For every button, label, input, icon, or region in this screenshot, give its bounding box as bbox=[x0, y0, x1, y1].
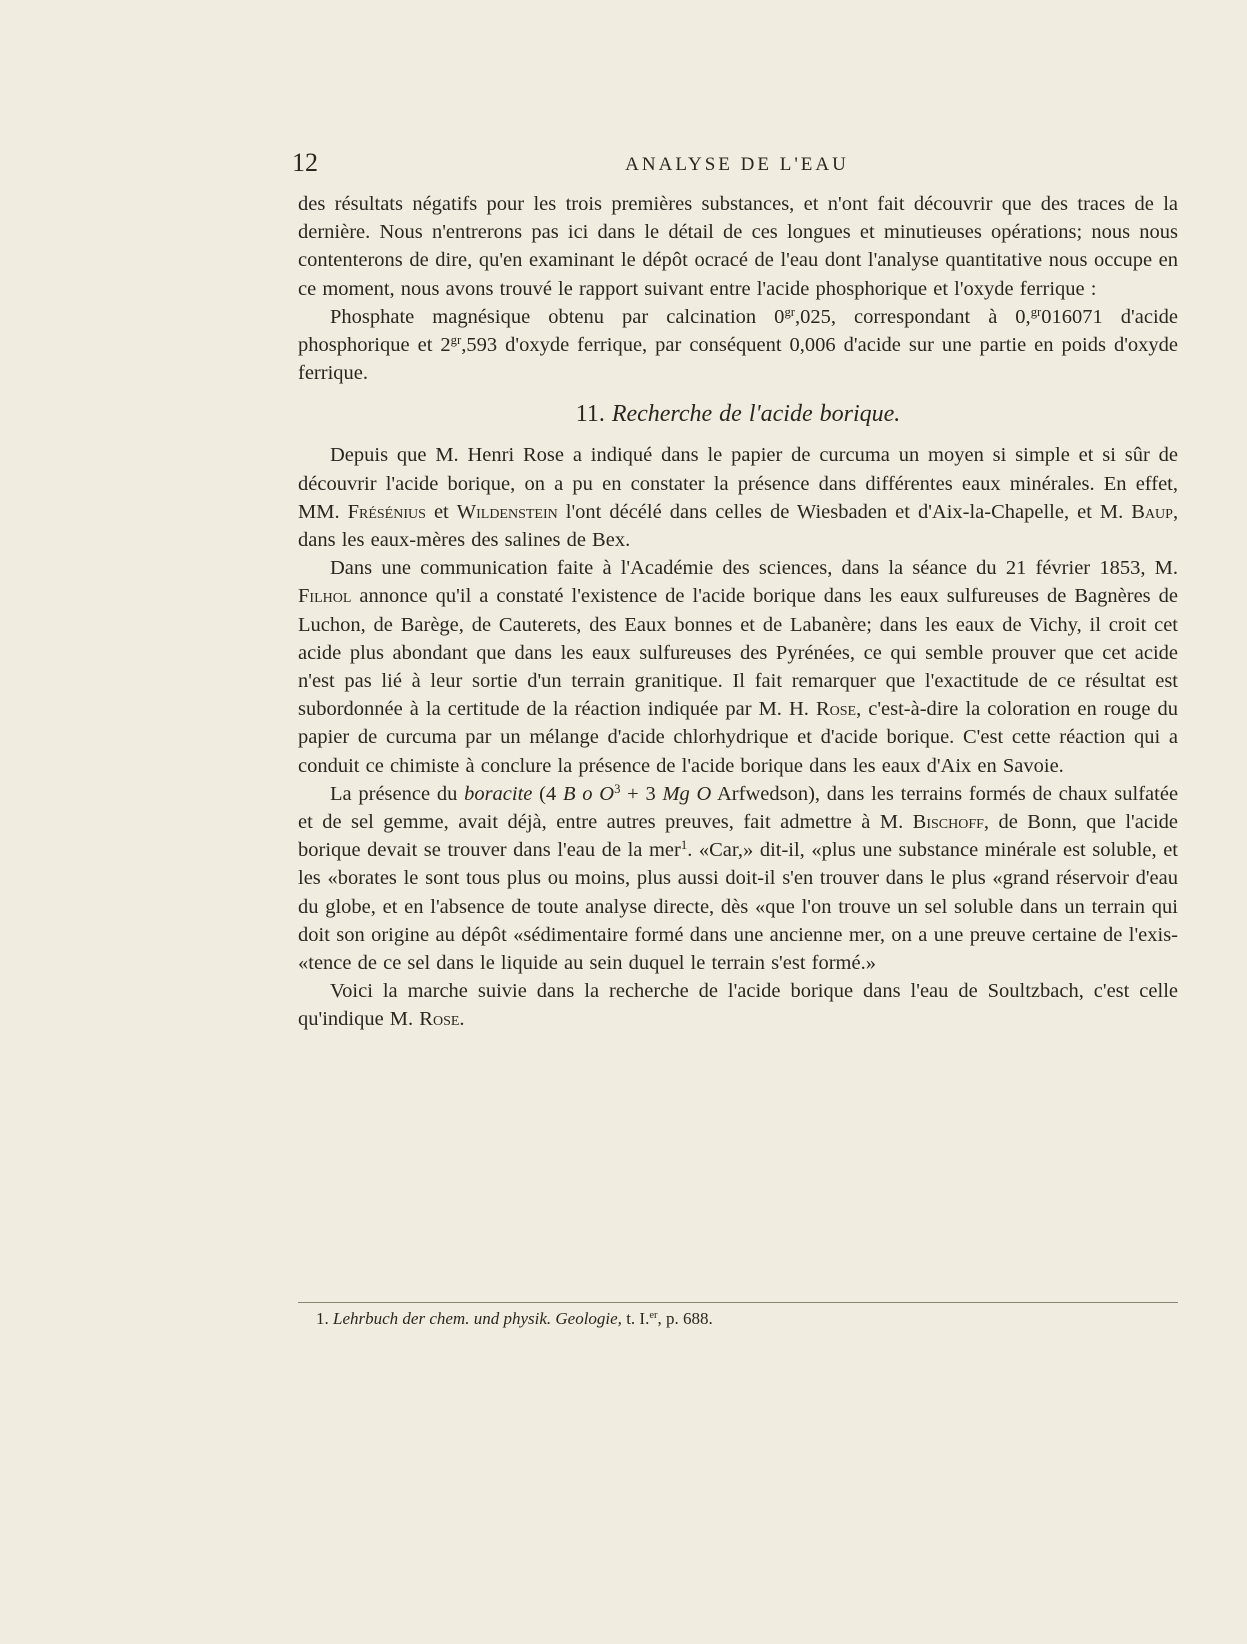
author-name: Wildenstein bbox=[456, 500, 558, 523]
footnote-divider bbox=[298, 1302, 1178, 1303]
section-title: Recherche de l'acide borique. bbox=[611, 401, 901, 428]
chemical-formula: B o O bbox=[562, 782, 615, 805]
author-name: Rose bbox=[419, 1008, 460, 1031]
paragraph-6: Voici la marche suivie dans la recherche de l'acide borique dans l'eau de Soultzbach, c'est celle qu'indique M. Rose. bbox=[298, 980, 1178, 1031]
chemical-formula: Mg O bbox=[662, 782, 712, 805]
page-number: 12 bbox=[292, 148, 318, 177]
footnote: 1. Lehrbuch der chem. und physik. Geologie, t. I.$^{er}$, p. 688. bbox=[316, 1309, 713, 1328]
mineral-name: boracite bbox=[464, 782, 533, 805]
footnote-reference: 1 bbox=[680, 838, 688, 853]
author-name: Rose bbox=[815, 698, 857, 721]
paragraph-3: Depuis que M. Henri Rose a indiqué dans le papier de curcuma un moyen si simple et si sûr de découvrir l'acide borique, on a pu en constater la présence dans différentes eaux minérales. En effet, MM. Frésénius et Wildenstein l'ont décélé dans celles de Wiesbaden et d'Aix-la-Chapelle, et M. Baup, dans les eaux-mères des salines de Bex. bbox=[298, 444, 1179, 552]
author-name: Bischoff bbox=[912, 811, 984, 834]
page-header bbox=[292, 148, 1182, 184]
footnote-book-title: Lehrbuch der chem. und physik. Geologie, bbox=[333, 1309, 622, 1328]
author-name: Filhol bbox=[298, 585, 352, 608]
section-number: 11. bbox=[575, 401, 605, 428]
running-title: ANALYSE DE L'EAU bbox=[625, 154, 849, 175]
paragraph-4: Dans une communication faite à l'Académie des sciences, dans la séance du 21 février 1853, M. Filhol annonce qu'il a constaté l'existence de l'acide borique dans les eaux sulfureuses de Bagnères de Luchon, de Barège, de Cauterets, des Eaux bonnes et de Labanère; dans les eaux de Vichy, il croit cet acide plus abondant que dans les eaux sulfureuses des Pyrénées, ce qui semble prouver que cet acide n'est pas lié à leur sortie d'un terrain granitique. Il fait remarquer que l'exactitude de ce résultat est subordonnée à la certitude de la réaction indiquée par M. H. Rose, c'est-à-dire la coloration en rouge du papier de curcuma par un mélange d'acide chlorhydrique et d'acide borique. C'est cette réaction qui a conduit ce chimiste à conclure la présence de l'acide borique dans les eaux d'Aix en Savoie. bbox=[298, 557, 1179, 777]
section-heading bbox=[298, 399, 1178, 429]
paragraph-5: La présence du boracite (4 B o $O^3 + 3$ Mg O Arfwedson), dans les terrains formés de chaux sulfatée et de sel gemme, avait déjà, entre autres preuves, fait admettre à M. Bischoff, de Bonn, que l'acide borique devait se trouver dans l'eau de la mer$^1$. «Car,» dit-il, «plus une substance minérale est soluble, et les «borates le sont tous plus ou moins, plus aussi doit-il s'en trouver dans le plus «grand réservoir d'eau du globe, et en l'absence de toute analyse directe, dès «que l'on trouve un sel soluble dans un terrain qui doit son origine au dépôt «sédimentaire formé dans une ancienne mer, on a une preuve certaine de l'exis- «tence de ce sel dans le liquide au sein duquel le terrain s'est formé.» bbox=[298, 781, 1179, 975]
author-name: Baup bbox=[1131, 500, 1173, 523]
author-name: Frésénius bbox=[347, 500, 426, 523]
paragraph-2: Phosphate magnésique obtenu par calcination $0^{gr},025$, correspondant à 0,$^{gr}$016071 d'acide phosphorique et $2^{gr},593$ d'oxyde ferrique, par conséquent 0,006 d'acide sur une partie en poids d'oxyde ferrique. bbox=[298, 304, 1178, 385]
main-text bbox=[298, 190, 1178, 1034]
paragraph-1: des résultats négatifs pour les trois premières substances, et n'ont fait découvrir que des traces de la dernière. Nous n'entrerons pas ici dans le détail de ces longues et minutieuses opérations; nous nous contenterons de dire, qu'en examinant le dépôt ocracé de l'eau dont l'analyse quantitative nous occupe en ce moment, nous avons trouvé le rapport suivant entre l'acide phosphorique et l'oxyde ferrique : bbox=[298, 193, 1178, 300]
